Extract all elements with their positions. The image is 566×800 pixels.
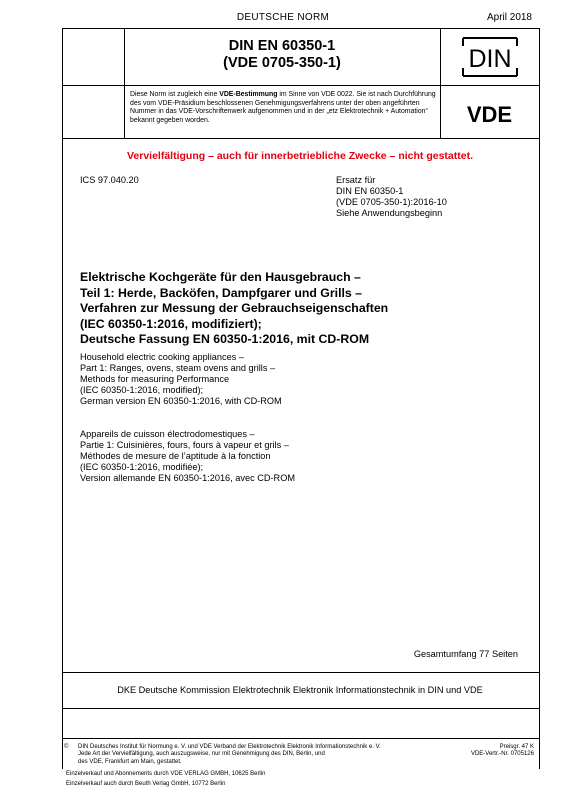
norm-type-label: DEUTSCHE NORM bbox=[236, 12, 330, 23]
sales-info: Einzelverkauf auch durch Beuth Verlag GmbH, 10772 Berlin bbox=[66, 781, 226, 787]
vde-order-number: VDE-Vertr.-Nr. 0705126 bbox=[470, 751, 534, 758]
dke-line: DKE Deutsche Kommission Elektrotechnik Elektronik Informationstechnik in DIN und VDE bbox=[117, 685, 483, 695]
divider-line bbox=[62, 138, 539, 139]
price-group: Preisgr. 47 K bbox=[499, 744, 534, 750]
title-line: Household electric cooking appliances – bbox=[80, 352, 244, 362]
sales-info: Einzelverkauf und Abonnements durch VDE VERLAG GMBH, 10625 Berlin bbox=[66, 771, 266, 777]
vde-note-text: Diese Norm ist zugleich eine bbox=[130, 91, 220, 98]
replacement-info bbox=[336, 175, 447, 219]
replacement-line: DIN EN 60350-1 bbox=[336, 186, 404, 196]
replacement-line: (VDE 0705-350-1):2016-10 bbox=[336, 197, 447, 207]
vde-note-emphasis: VDE-Bestimmung bbox=[219, 91, 278, 98]
divider-line bbox=[62, 738, 539, 739]
title-line: Elektrische Kochgeräte für den Hausgebrauch – bbox=[80, 270, 361, 284]
din-logo-graphic bbox=[461, 36, 519, 78]
publication-date: April 2018 bbox=[486, 12, 532, 23]
title-french bbox=[80, 429, 510, 484]
title-german bbox=[80, 270, 530, 348]
title-line: Version allemande EN 60350-1:2016, avec CD-ROM bbox=[80, 473, 295, 483]
document-number bbox=[124, 38, 440, 72]
vde-note bbox=[130, 91, 436, 125]
title-line: Verfahren zur Messung der Gebrauchseigenschaften bbox=[80, 301, 389, 315]
copyright-line: DIN Deutsches Institut für Normung e. V. und VDE Verband der Elektrotechnik Elektronik Informationstechnik e. V. bbox=[78, 744, 381, 750]
divider-line bbox=[62, 85, 539, 86]
title-line: (IEC 60350-1:2016, modifiziert); bbox=[80, 316, 262, 331]
title-line: Teil 1: Herde, Backöfen, Dampfgarer und Grills – bbox=[80, 285, 362, 300]
title-line: Deutsche Fassung EN 60350-1:2016, mit CD-ROM bbox=[80, 332, 370, 346]
divider-line bbox=[440, 28, 441, 138]
replacement-line: Ersatz für bbox=[336, 175, 376, 185]
vde-logo-graphic bbox=[452, 101, 527, 126]
copyright-line: des VDE, Frankfurt am Main, gestattet. bbox=[78, 758, 182, 765]
title-line: (IEC 60350-1:2016, modified); bbox=[80, 385, 204, 395]
copyright-line: Jede Art der Vervielfältigung, auch auszugsweise, nur mit Genehmigung des DIN, Berlin, und bbox=[78, 751, 325, 758]
vde-logo-text: VDE bbox=[466, 102, 513, 126]
copyright-notice bbox=[78, 744, 418, 766]
din-logo bbox=[461, 36, 519, 78]
replacement-line: Siehe Anwendungsbeginn bbox=[336, 208, 443, 218]
title-line: (IEC 60350-1:2016, modifiée); bbox=[80, 462, 204, 472]
title-line: Partie 1: Cuisinières, fours, fours à vapeur et grils – bbox=[80, 440, 289, 450]
title-english bbox=[80, 352, 510, 407]
copyright-symbol: © bbox=[64, 744, 69, 750]
divider-line bbox=[62, 672, 539, 673]
title-line: Methods for measuring Performance bbox=[80, 374, 230, 384]
price-info bbox=[471, 744, 534, 759]
title-line: Part 1: Ranges, ovens, steam ovens and grills – bbox=[80, 363, 276, 373]
document-number-line: (VDE 0705-350-1) bbox=[223, 55, 341, 71]
vde-note-text: im Sinne von VDE 0022. Sie ist nach Durchführung des vom VDE-Präsidium beschlossenen Genehmigungsverfahrens unter der oben angeführten Nummer in das VDE-Vorschriftenwerk aufgenommen und in der „etz Elektrotechnik + Automation“ bekannt gegeben worden. bbox=[130, 91, 436, 124]
din-logo-text: DIN bbox=[468, 45, 512, 73]
document-number-line: DIN EN 60350-1 bbox=[228, 38, 336, 54]
page-count: Gesamtumfang 77 Seiten bbox=[413, 649, 518, 659]
vde-logo bbox=[452, 101, 527, 126]
reproduction-warning: Vervielfältigung – auch für innerbetriebliche Zwecke – nicht gestattet. bbox=[126, 150, 473, 162]
divider-line bbox=[62, 708, 539, 709]
title-line: Méthodes de mesure de l’aptitude à la fonction bbox=[80, 451, 271, 461]
title-line: Appareils de cuisson électrodomestiques – bbox=[80, 429, 255, 439]
title-line: German version EN 60350-1:2016, with CD-ROM bbox=[80, 396, 282, 406]
ics-code: ICS 97.040.20 bbox=[80, 175, 139, 185]
